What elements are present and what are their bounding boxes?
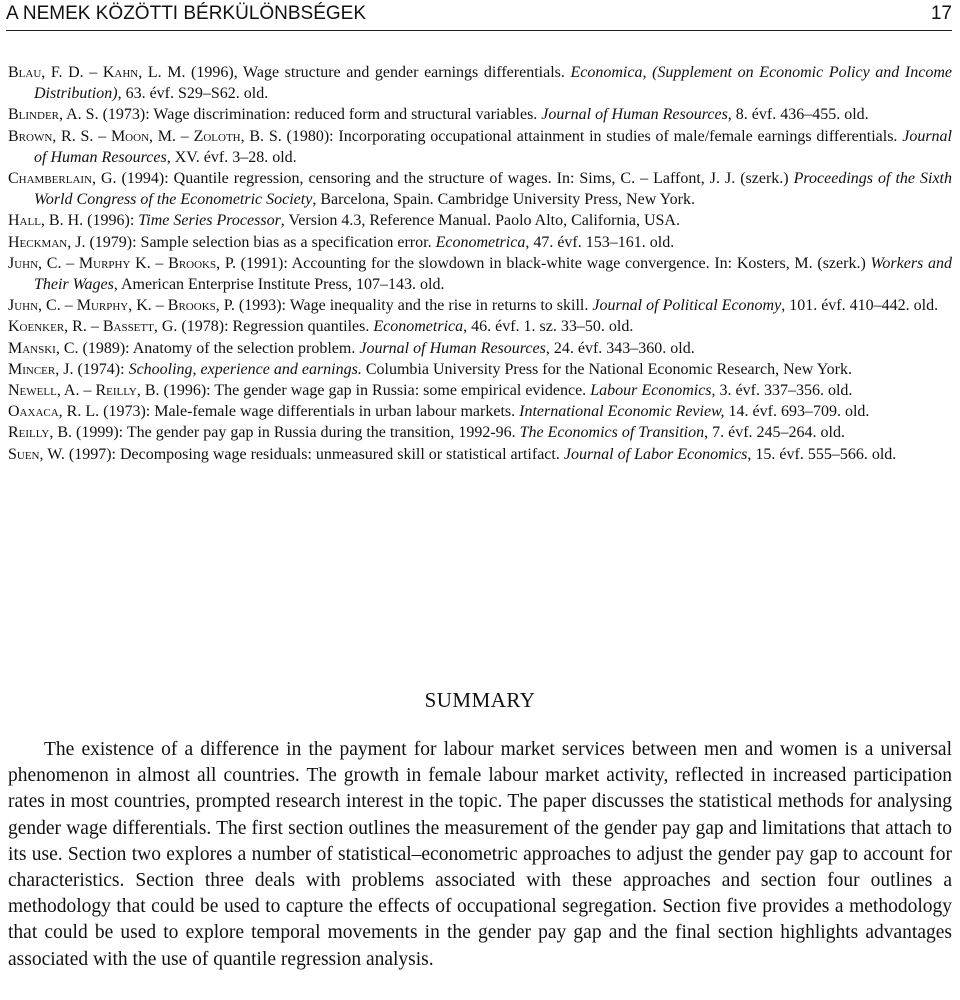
reference-entry bbox=[8, 232, 952, 253]
reference-list bbox=[8, 62, 952, 465]
running-title: A NEMEK KÖZÖTTI BÉRKÜLÖNBSÉGEK bbox=[6, 3, 367, 24]
reference-entry bbox=[8, 126, 952, 168]
reference-authors: Suen, W. bbox=[8, 445, 65, 463]
reference-details: (1979): Sample selection bias as a specification error. bbox=[85, 233, 436, 251]
reference-entry bbox=[8, 401, 952, 422]
reference-pages: , 3. évf. 337–356. old. bbox=[711, 382, 853, 400]
reference-pages: , 47. évf. 153–161. old. bbox=[525, 233, 675, 251]
reference-pages: , 15. évf. 555–566. old. bbox=[747, 445, 897, 463]
summary-paragraph: The existence of a difference in the payment for labour market services between men and women is a universal phenomenon in almost all countries. The growth in female labour market activity, reflected in increased participation rates in most countries, prompted research interest in the topic. The paper discusses the statistical methods for analysing gender wage differentials. The first section outlines the measurement of the gender pay gap and limitations that attach to its use. Section two explores a number of statistical–econometric approaches to adjust the gender pay gap to account for characteristics. Section three deals with problems associated with these approaches and section four outlines a methodology that could be used to capture the effects of occupational segregation. Section five provides a methodology that could be used to explore temporal movements in the gender pay gap and the final section highlights advantages associated with the use of quantile regression analysis. bbox=[8, 739, 952, 970]
reference-venue: Time Series Processor bbox=[138, 212, 281, 230]
reference-entry bbox=[8, 444, 952, 465]
reference-details: (1973): Wage discrimination: reduced form and structural variables. bbox=[98, 106, 542, 124]
reference-pages: , 8. évf. 436–455. old. bbox=[727, 106, 869, 124]
reference-venue: Journal of Political Economy bbox=[592, 297, 782, 315]
reference-details: (1994): Quantile regression, censoring and the structure of wages. In: Sims, C. – Laffont, J. J. (szerk.) bbox=[116, 170, 794, 188]
reference-authors: Oaxaca, R. L. bbox=[8, 403, 100, 421]
reference-venue: Econometrica bbox=[435, 233, 526, 251]
reference-authors: Hall, B. H. bbox=[8, 212, 84, 230]
reference-pages: , Barcelona, Spain. Cambridge University Press, New York. bbox=[312, 191, 695, 209]
reference-pages: , Version 4.3, Reference Manual. Paolo Alto, California, USA. bbox=[280, 212, 680, 230]
reference-entry bbox=[8, 295, 952, 316]
reference-authors: Blau, F. D. – Kahn, L. M. bbox=[8, 64, 186, 81]
reference-entry bbox=[8, 253, 952, 295]
reference-details: (1989): Anatomy of the selection problem. bbox=[78, 339, 360, 357]
reference-details: (1997): Decomposing wage residuals: unmeasured skill or statistical artifact. bbox=[64, 445, 564, 463]
reference-entry bbox=[8, 422, 952, 443]
reference-authors: Mincer, J. bbox=[8, 360, 74, 378]
reference-authors: Reilly, B. bbox=[8, 424, 73, 442]
reference-details: (1991): Accounting for the slowdown in black-white wage convergence. In: Kosters, M. (szerk.) bbox=[235, 254, 871, 272]
reference-pages: , 24. évf. 343–360. old. bbox=[545, 339, 695, 357]
reference-entry bbox=[8, 210, 952, 231]
reference-pages: 14. évf. 693–709. old. bbox=[724, 403, 870, 421]
reference-authors: Newell, A. – Reilly, B. bbox=[8, 382, 160, 400]
reference-details: (1973): Male-female wage differentials in urban labour markets. bbox=[99, 403, 520, 421]
running-header bbox=[6, 0, 952, 31]
reference-pages: , 101. évf. 410–442. old. bbox=[781, 297, 939, 315]
reference-authors: Brown, R. S. – Moon, M. – Zoloth, B. S. bbox=[8, 127, 282, 145]
reference-details: (1974): bbox=[73, 360, 129, 378]
reference-venue: Workers and Their Wages bbox=[34, 254, 952, 294]
reference-authors: Chamberlain, G. bbox=[8, 170, 117, 188]
reference-venue: Proceedings of the Sixth World Congress of the Econometric Society bbox=[34, 170, 953, 209]
reference-venue: Schooling, experience and earnings. bbox=[128, 360, 362, 378]
reference-details: (1996): bbox=[83, 212, 139, 230]
reference-authors: Blinder, A. S. bbox=[8, 106, 99, 124]
reference-details: (1993): Wage inequality and the rise in returns to skill. bbox=[234, 297, 593, 315]
reference-venue: Journal of Labor Economics bbox=[563, 445, 748, 463]
reference-details: (1996): The gender wage gap in Russia: some empirical evidence. bbox=[159, 382, 591, 400]
reference-pages: , 46. évf. 1. sz. 33–50. old. bbox=[463, 318, 634, 336]
reference-venue: Journal of Human Resources bbox=[541, 106, 728, 124]
reference-entry bbox=[8, 62, 952, 104]
reference-details: (1999): The gender pay gap in Russia during the transition, 1992-96. bbox=[72, 424, 520, 442]
reference-pages: Columbia University Press for the National Economic Research, New York. bbox=[361, 360, 852, 378]
reference-venue: Economica, (Supplement on Economic Policy and Income Distribution) bbox=[34, 64, 952, 103]
reference-entry bbox=[8, 316, 952, 337]
reference-entry bbox=[8, 104, 952, 125]
reference-details: (1980): Incorporating occupational attainment in studies of male/female earnings differentials. bbox=[281, 127, 903, 145]
summary-heading: SUMMARY bbox=[424, 688, 536, 712]
reference-entry bbox=[8, 168, 952, 210]
reference-entry bbox=[8, 338, 952, 359]
page-number: 17 bbox=[930, 3, 952, 24]
reference-details: (1996), Wage structure and gender earnings differentials. bbox=[185, 64, 571, 81]
reference-venue: Journal of Human Resources bbox=[359, 339, 546, 357]
reference-details: (1978): Regression quantiles. bbox=[177, 318, 374, 336]
reference-pages: , American Enterprise Institute Press, 107–143. old. bbox=[113, 276, 445, 294]
reference-venue: Journal of Human Resources bbox=[34, 127, 952, 166]
reference-venue: Labour Economics bbox=[590, 382, 712, 400]
reference-authors: Heckman, J. bbox=[8, 233, 86, 251]
reference-pages: , 7. évf. 245–264. old. bbox=[704, 424, 845, 442]
reference-authors: Koenker, R. – Bassett, G. bbox=[8, 318, 178, 336]
reference-venue: International Economic Review, bbox=[519, 403, 725, 421]
reference-authors: Juhn, C. – Murphy K. – Brooks, P. bbox=[8, 254, 236, 272]
reference-venue: The Economics of Transition bbox=[519, 424, 705, 442]
reference-authors: Manski, C. bbox=[8, 339, 79, 357]
reference-entry bbox=[8, 359, 952, 380]
reference-venue: Econometrica bbox=[373, 318, 464, 336]
reference-authors: Juhn, C. – Murphy, K. – Brooks, P. bbox=[8, 297, 235, 315]
reference-pages: , 63. évf. S29–S62. old. bbox=[117, 85, 269, 103]
reference-pages: , XV. évf. 3–28. old. bbox=[166, 148, 297, 166]
reference-entry bbox=[8, 380, 952, 401]
